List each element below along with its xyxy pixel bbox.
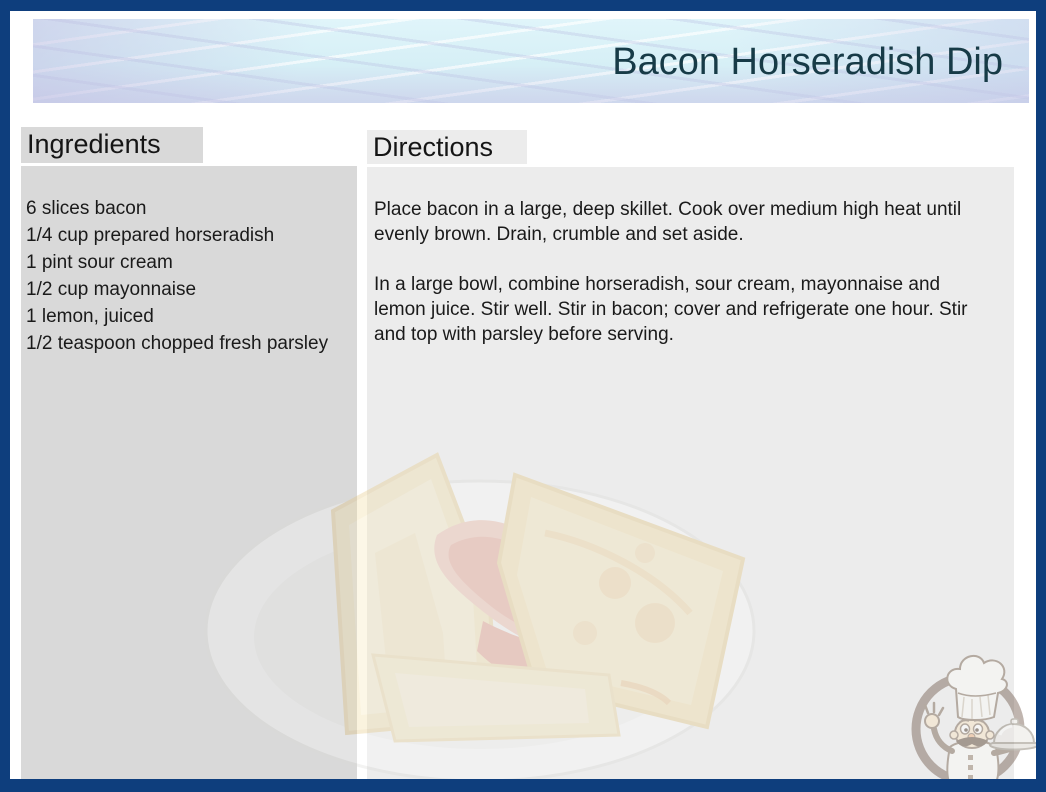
- ingredients-heading: Ingredients: [27, 129, 161, 159]
- ingredient-item: 1/2 cup mayonnaise: [26, 279, 197, 300]
- ingredient-item: 1/2 teaspoon chopped fresh parsley: [26, 333, 329, 354]
- directions-heading: Directions: [373, 132, 494, 162]
- ingredients-panel: [21, 166, 357, 779]
- directions-text: [367, 167, 1014, 347]
- ingredients-heading-box: [21, 127, 203, 163]
- directions-panel: [367, 167, 1014, 779]
- page-title: Bacon Horseradish Dip: [612, 41, 1003, 83]
- ingredient-item: 1/4 cup prepared horseradish: [26, 225, 275, 246]
- directions-heading-box: [367, 130, 527, 164]
- directions-step: Place bacon in a large, deep skillet. Cook over medium high heat until evenly brown. Drain, crumble and set aside.: [374, 199, 962, 245]
- header-banner: [33, 19, 1029, 103]
- ingredients-list: [21, 166, 357, 357]
- directions-step: In a large bowl, combine horseradish, sour cream, mayonnaise and lemon juice. Stir well. Stir in bacon; cover and refrigerate one hour. Stir and top with parsley before serving.: [374, 274, 968, 345]
- ingredient-item: 1 pint sour cream: [26, 252, 173, 273]
- ingredient-item: 6 slices bacon: [26, 198, 147, 219]
- ingredient-item: 1 lemon, juiced: [26, 306, 154, 327]
